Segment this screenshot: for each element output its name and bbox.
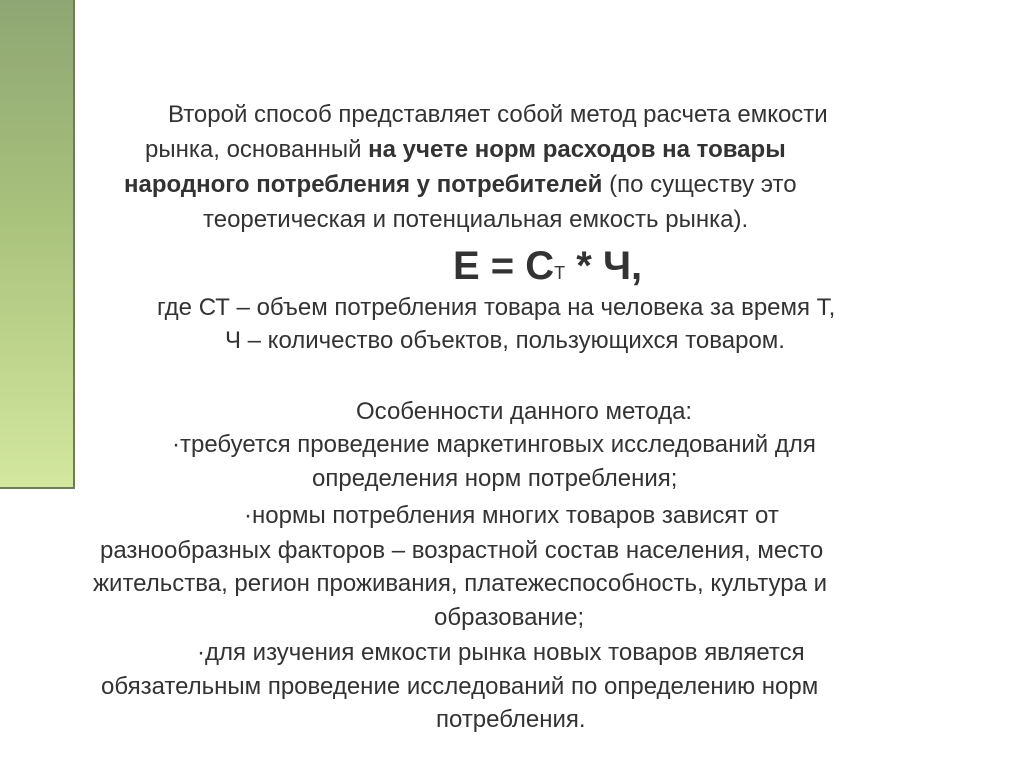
paragraph-line-4: теоретическая и потенциальная емкость рынка). [203, 206, 749, 233]
features-heading: Особенности данного метода: [356, 398, 693, 425]
feature-2-line-1: ·нормы потребления многих товаров зависят от [244, 502, 779, 529]
paragraph-line-3-emphasis: народного потребления у потребителей [124, 171, 603, 198]
paragraph-line-3-text: (по существу это [602, 171, 797, 198]
paragraph-line-1: Второй способ представляет собой метод расчета емкости [168, 101, 828, 128]
paragraph-line-3 [124, 170, 1024, 200]
paragraph-line-2 [145, 135, 1024, 165]
definition-ct: где СТ – объем потребления товара на человека за время Т, [157, 294, 836, 321]
feature-3-line-1: ·для изучения емкости рынка новых товаров является [197, 639, 805, 666]
decorative-side-bar [0, 0, 75, 489]
definition-ch: Ч – количество объектов, пользующихся товаром. [225, 327, 785, 354]
feature-2-line-4: образование; [434, 604, 585, 631]
paragraph-line-2-emphasis: на учете норм расходов на товары [368, 136, 786, 163]
formula-subscript: Т [554, 263, 566, 283]
capacity-formula [453, 244, 642, 295]
feature-3-line-3: потребления. [436, 706, 586, 733]
paragraph-line-2-text: рынка, основанный [145, 136, 369, 163]
formula-right: * Ч, [565, 244, 643, 288]
feature-1-line-2: определения норм потребления; [312, 465, 678, 492]
formula-left: Е = С [453, 244, 555, 288]
feature-2-line-2: разнообразных факторов – возрастной состав населения, место [100, 537, 824, 564]
feature-1-line-1: ·требуется проведение маркетинговых исследований для [172, 431, 816, 458]
feature-3-line-2: обязательным проведение исследований по определению норм [101, 673, 819, 700]
feature-2-line-3: жительства, регион проживания, платежеспособность, культура и [93, 570, 828, 597]
